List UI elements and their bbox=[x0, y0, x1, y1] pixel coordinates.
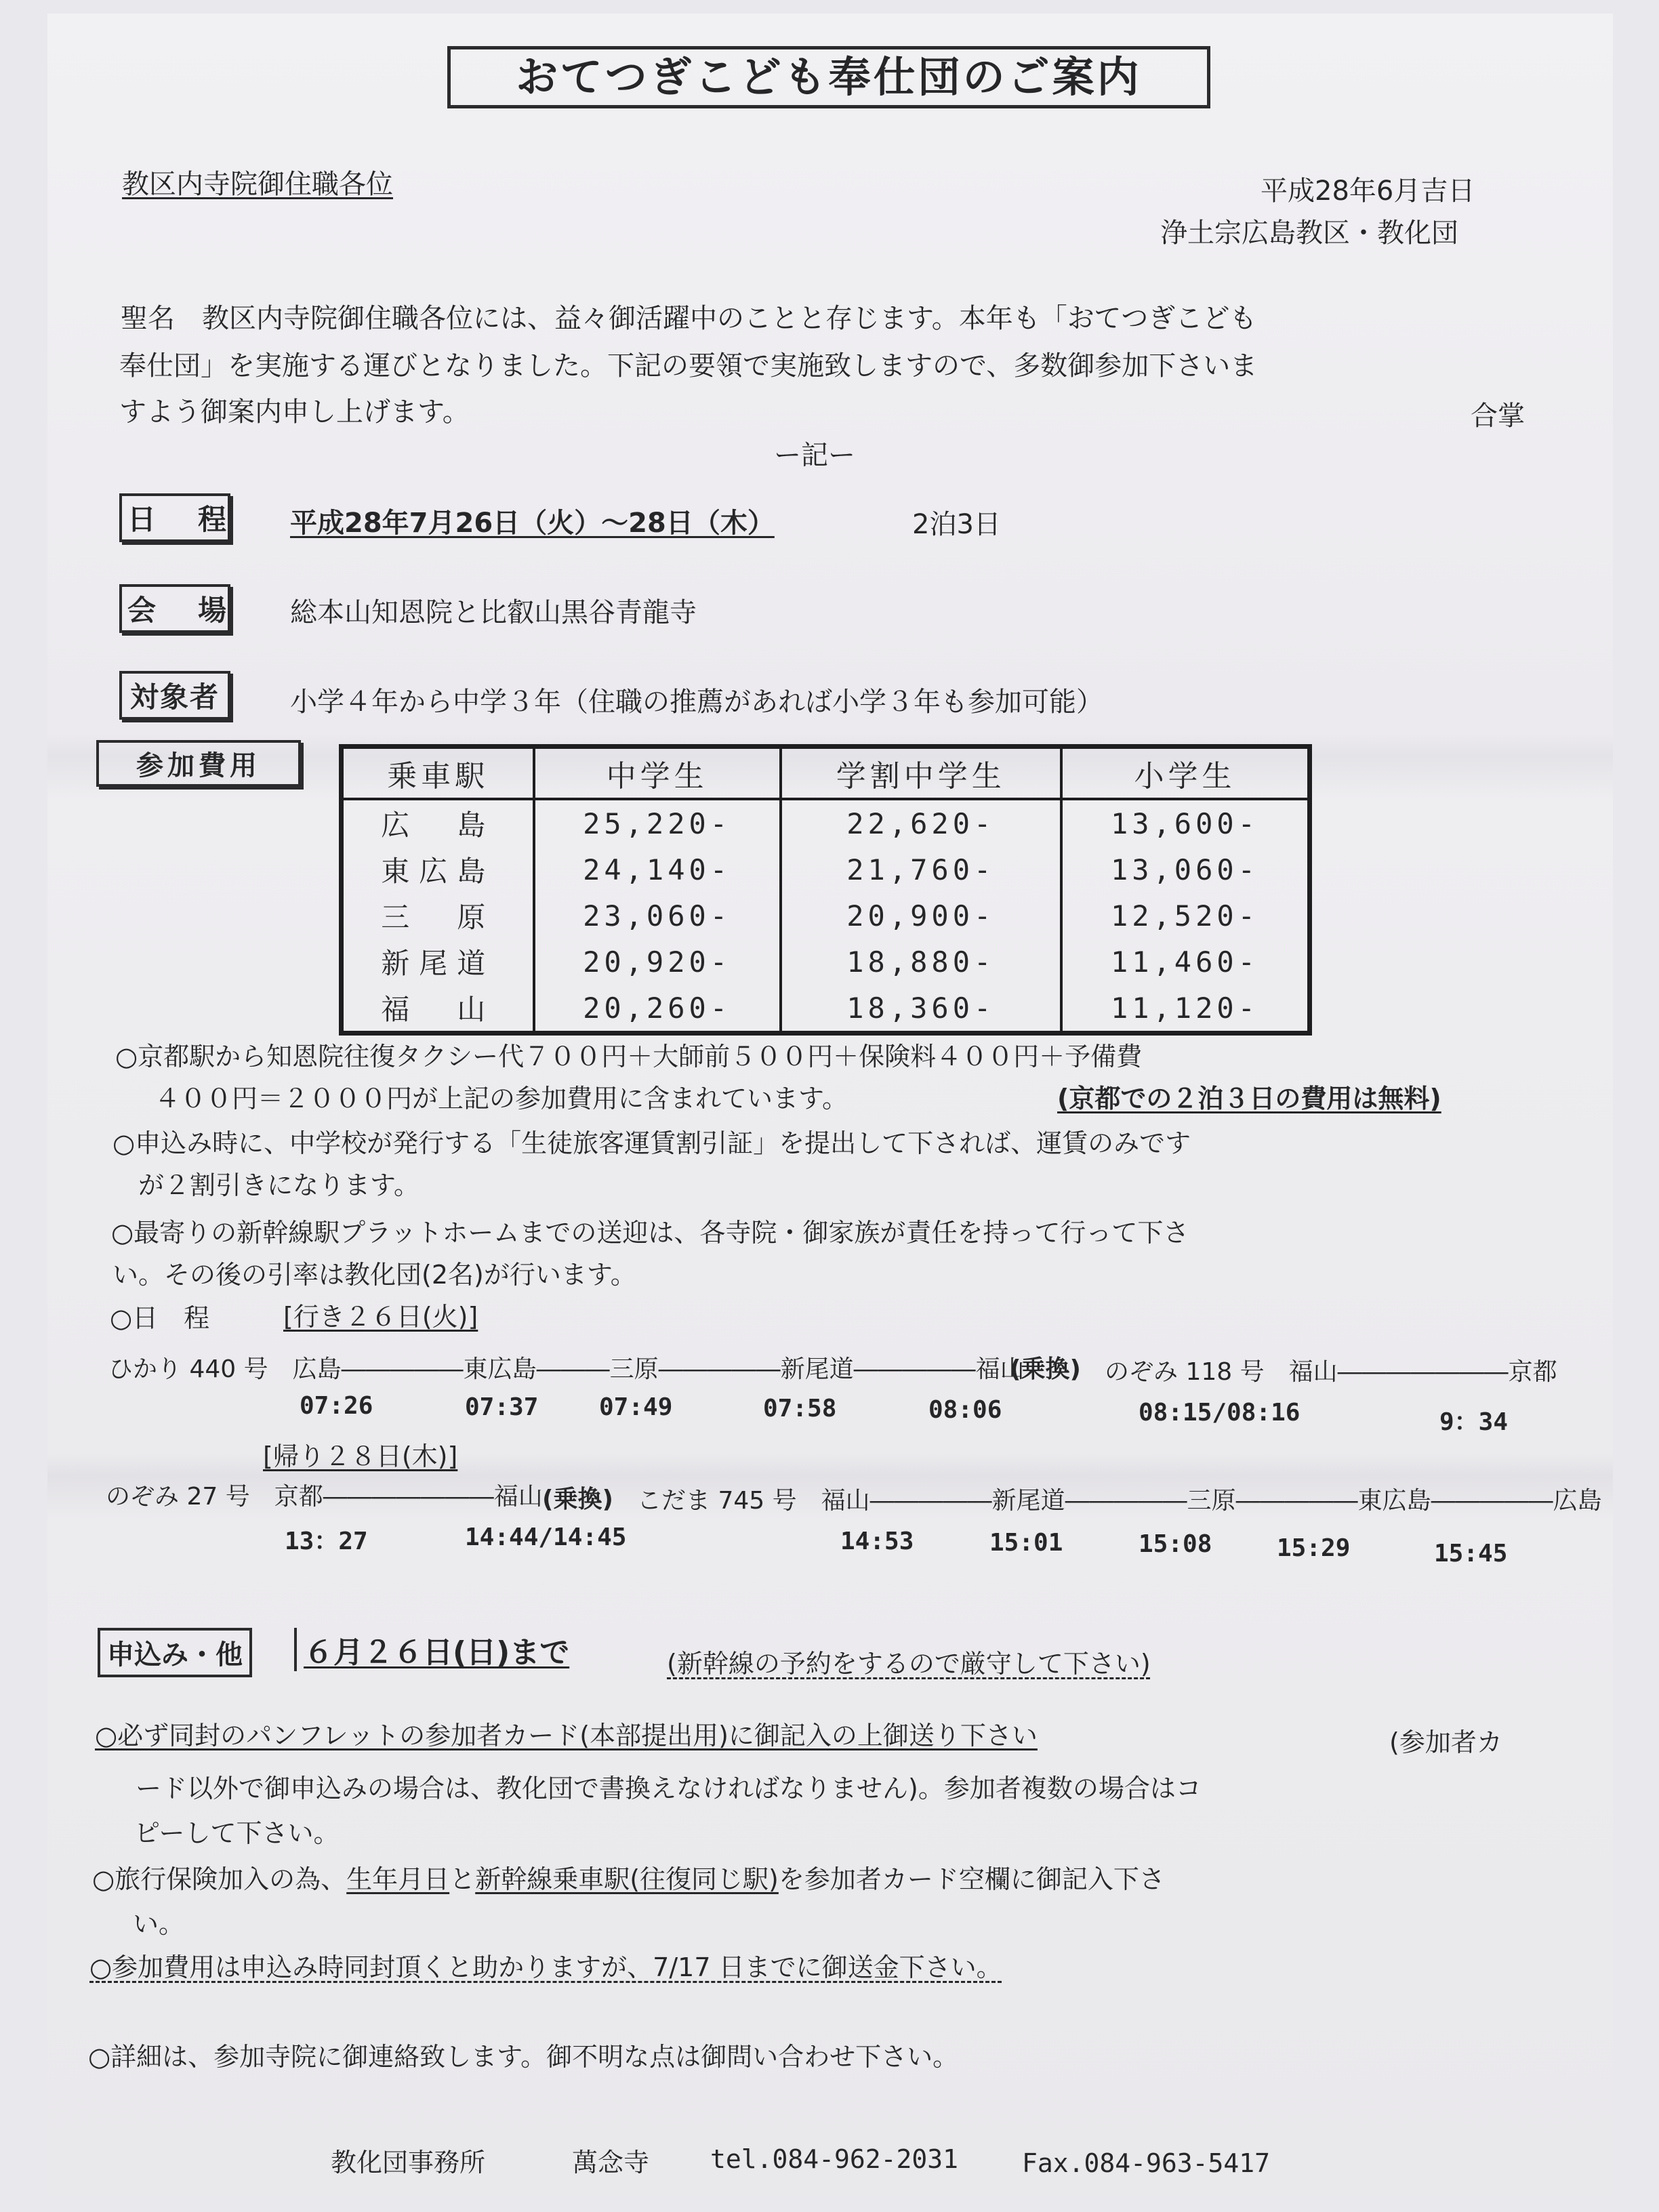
document-title: おてつぎこども奉仕団のご案内 bbox=[447, 46, 1210, 108]
station-cell: 三 原 bbox=[342, 893, 534, 939]
station-cell: 新尾道 bbox=[342, 939, 534, 985]
target-value: 小学４年から中学３年（住職の推薦があれば小学３年も参加可能） bbox=[290, 687, 1103, 718]
fee-cell: 18,360- bbox=[781, 985, 1061, 1033]
station-emphasis: 新幹線乗車駅(往復同じ駅) bbox=[475, 1864, 779, 1894]
time-label: 07:37 bbox=[465, 1393, 539, 1421]
fee-cell: 13,060- bbox=[1061, 846, 1310, 893]
footer-tel: tel.084-962-2031 bbox=[710, 2144, 959, 2174]
fee-table bbox=[339, 744, 1312, 1036]
application-note-1b: (参加者カ bbox=[1389, 1727, 1502, 1757]
time-label: 9：34 bbox=[1439, 1408, 1509, 1436]
application-label: 申込み・他 bbox=[98, 1628, 252, 1677]
application-note-2-f: い。 bbox=[133, 1909, 185, 1939]
application-note-2-m: と bbox=[449, 1864, 476, 1894]
col-header-junior-high: 中学生 bbox=[534, 747, 781, 800]
note-discount-line-1: ○申込み時に、中学校が発行する「生徒旅客運賃割引証」を提出して下されば、運賃のみです bbox=[112, 1128, 1191, 1158]
application-deadline-note: (新幹線の予約をするので厳守して下さい) bbox=[667, 1649, 1151, 1679]
application-note-2-e: を参加者カード空欄に御記入下さ bbox=[778, 1864, 1165, 1894]
fee-cell: 13,600- bbox=[1061, 799, 1310, 846]
table-row bbox=[342, 893, 1310, 939]
footer-temple: 萬念寺 bbox=[572, 2148, 650, 2177]
application-note-1a: ○必ず同封のパンフレットの参加者カード(本部提出用)に御記入の上御送り下さい bbox=[95, 1721, 1038, 1750]
time-label: 15:08 bbox=[1139, 1530, 1212, 1558]
time-label: 07:58 bbox=[763, 1395, 837, 1422]
application-deadline: ６月２６日(日)まで bbox=[294, 1628, 569, 1671]
note-kyoto-free: (京都での２泊３日の費用は無料) bbox=[1057, 1084, 1441, 1113]
issue-date: 平成28年6月吉日 bbox=[1261, 176, 1475, 207]
table-row bbox=[342, 985, 1310, 1033]
time-label: 15:01 bbox=[989, 1529, 1063, 1557]
schedule-label: 日 程 bbox=[119, 493, 230, 542]
note-escort-line-1: ○最寄りの新幹線駅プラットホームまでの送迎は、各寺院・御家族が責任を持って行って下さ bbox=[111, 1218, 1189, 1248]
fee-cell: 22,620- bbox=[781, 799, 1061, 846]
intro-line-1: 聖名 教区内寺院御住職各位には、益々御活躍中のことと存じます。本年も「おてつぎこども bbox=[121, 303, 1257, 334]
outbound-route-2: のぞみ 118 号 福山―――――――京都 bbox=[1105, 1358, 1557, 1386]
application-note-2 bbox=[92, 1858, 1165, 1896]
itinerary-label: ○日 程 bbox=[110, 1303, 210, 1333]
time-label: 15:45 bbox=[1434, 1540, 1508, 1568]
recipient: 教区内寺院御住職各位 bbox=[122, 169, 393, 200]
target-label: 対象者 bbox=[119, 671, 230, 720]
fee-cell: 24,140- bbox=[534, 846, 781, 893]
return-label: [帰り２８日(木)] bbox=[263, 1441, 458, 1471]
col-header-student-discount: 学割中学生 bbox=[781, 747, 1061, 800]
footer-office: 教化団事務所 bbox=[331, 2148, 486, 2177]
fee-cell: 18,880- bbox=[781, 939, 1061, 985]
application-note-2-a: ○旅行保険加入の為、 bbox=[92, 1864, 347, 1894]
fee-table-header-row bbox=[342, 747, 1310, 800]
fees-label: 参加費用 bbox=[96, 740, 301, 787]
time-label: 07:26 bbox=[300, 1392, 373, 1420]
schedule-value: 平成28年7月26日（火）～28日（木） bbox=[290, 508, 775, 539]
ki-heading: ー記ー bbox=[774, 440, 855, 471]
time-label: 14:44/14:45 bbox=[465, 1523, 627, 1551]
time-label: 14:53 bbox=[840, 1528, 914, 1555]
return-transfer: (乗換) bbox=[542, 1486, 613, 1513]
outbound-route: ひかり 440 号 広島―――――東広島―――三原―――――新尾道―――――福山 bbox=[108, 1355, 1025, 1383]
fee-cell: 11,460- bbox=[1061, 939, 1310, 985]
col-header-elementary: 小学生 bbox=[1061, 747, 1310, 800]
col-header-station: 乗車駅 bbox=[342, 747, 534, 800]
venue-value: 総本山知恩院と比叡山黒谷青龍寺 bbox=[290, 597, 697, 628]
return-route: のぞみ 27 号 京都―――――――福山 bbox=[106, 1483, 543, 1511]
time-label: 15:29 bbox=[1277, 1534, 1351, 1562]
table-row bbox=[342, 939, 1310, 985]
note-escort-line-2: い。その後の引率は教化団(2名)が行います。 bbox=[112, 1260, 636, 1290]
sender: 浄土宗広島教区・教化団 bbox=[1160, 218, 1458, 249]
note-taxi-line-2: ４００円＝２０００円が上記の参加費用に含まれています。 bbox=[155, 1084, 848, 1113]
fee-cell: 20,900- bbox=[781, 893, 1061, 939]
time-label: 07:49 bbox=[599, 1393, 673, 1421]
application-note-4: ○詳細は、参加寺院に御連絡致します。御不明な点は御問い合わせ下さい。 bbox=[88, 2042, 959, 2072]
time-label: 13：27 bbox=[285, 1528, 368, 1555]
fee-cell: 12,520- bbox=[1061, 893, 1310, 939]
venue-label: 会 場 bbox=[119, 584, 230, 633]
return-route-2: こだま 745 号 福山―――――新尾道―――――三原―――――東広島―――――広島 bbox=[637, 1487, 1602, 1515]
fee-cell: 11,120- bbox=[1061, 985, 1310, 1033]
application-note-1c: ード以外で御申込みの場合は、教化団で書換えなければなりません)。参加者複数の場合はコ bbox=[136, 1774, 1202, 1803]
footer-fax: Fax.084-963-5417 bbox=[1022, 2148, 1271, 2178]
time-label: 08:15/08:16 bbox=[1139, 1399, 1300, 1427]
note-discount-line-2: が２割引きになります。 bbox=[138, 1170, 419, 1200]
table-row bbox=[342, 799, 1310, 846]
note-taxi-line-1: ○京都駅から知恩院往復タクシー代７００円＋大師前５００円＋保険料４００円＋予備費 bbox=[115, 1042, 1143, 1071]
fee-cell: 21,760- bbox=[781, 846, 1061, 893]
time-label: 08:06 bbox=[928, 1396, 1002, 1424]
table-row bbox=[342, 846, 1310, 893]
intro-closing: 合掌 bbox=[1471, 401, 1525, 432]
schedule-nights: 2泊3日 bbox=[912, 509, 1001, 540]
station-cell: 福 山 bbox=[342, 985, 534, 1033]
fee-cell: 20,260- bbox=[534, 985, 781, 1033]
intro-line-3: すよう御案内申し上げます。 bbox=[119, 396, 470, 428]
application-note-3: ○参加費用は申込み時同封頂くと助かりますが、7/17 日までに御送金下さい。 bbox=[89, 1952, 1002, 1982]
intro-line-2: 奉仕団」を実施する運びとなりました。下記の要領で実施致しますので、多数御参加下さいま bbox=[119, 350, 1258, 382]
application-note-1d: ピーして下さい。 bbox=[134, 1818, 340, 1848]
fee-cell: 23,060- bbox=[534, 893, 781, 939]
station-cell: 広 島 bbox=[342, 799, 534, 846]
station-cell: 東広島 bbox=[342, 846, 534, 893]
birthdate-emphasis: 生年月日 bbox=[346, 1864, 450, 1894]
fee-cell: 20,920- bbox=[534, 939, 781, 985]
fee-cell: 25,220- bbox=[534, 799, 781, 846]
outbound-label: [行き２６日(火)] bbox=[283, 1302, 478, 1332]
outbound-transfer: (乗換) bbox=[1010, 1355, 1081, 1383]
